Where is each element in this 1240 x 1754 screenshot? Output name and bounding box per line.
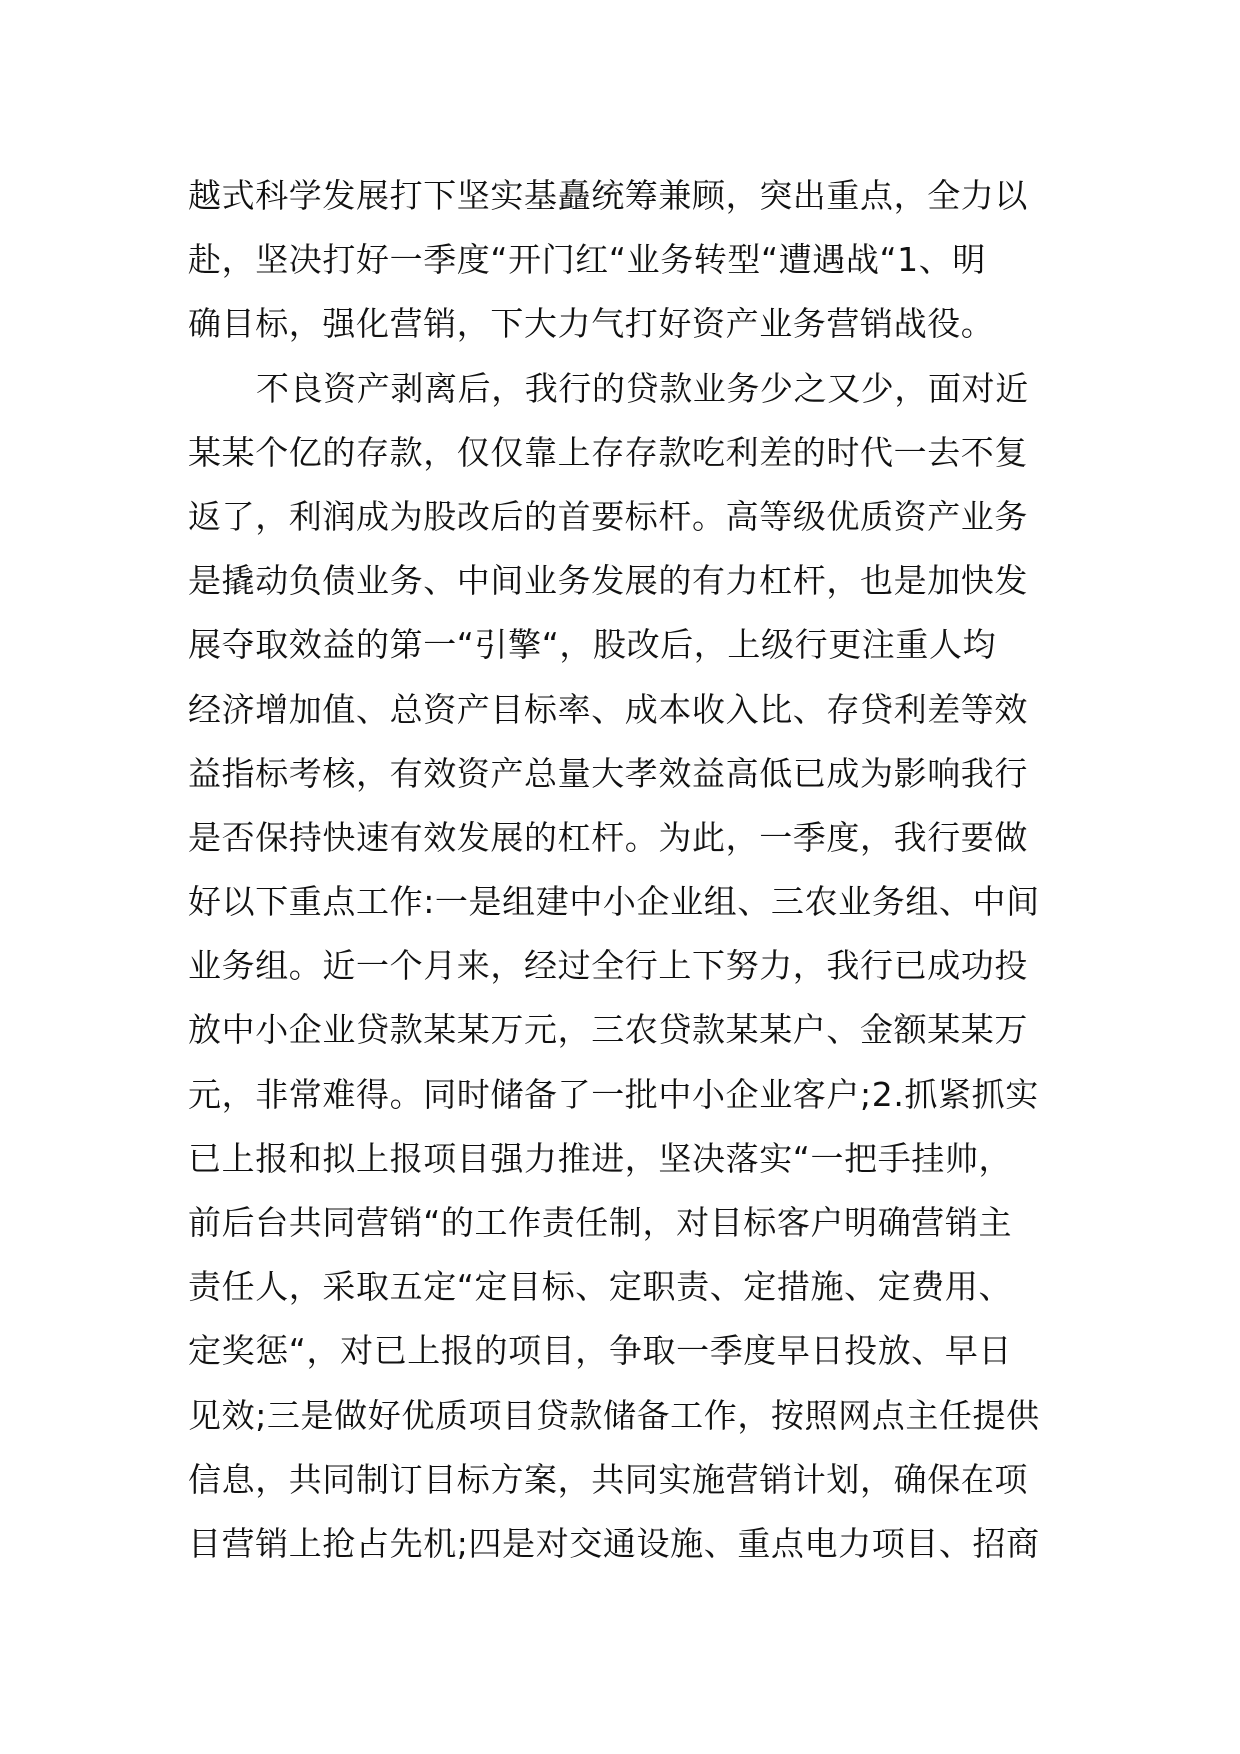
text-line: 是撬动负债业务、中间业务发展的有力杠杆，也是加快发 bbox=[188, 561, 1028, 601]
text-line: 是否保持快速有效发展的杠杆。为此，一季度，我行要做 bbox=[188, 817, 1028, 857]
text-line: 放中小企业贷款某某万元，三农贷款某某户、金额某某万 bbox=[188, 1010, 1028, 1050]
text-line: 返了，利润成为股改后的首要标杆。高等级优质资产业务 bbox=[188, 496, 1028, 536]
text-line: 见效;三是做好优质项目贷款储备工作，按照网点主任提供 bbox=[188, 1395, 1040, 1435]
text-line: 责任人，采取五定“定目标、定职责、定措施、定费用、 bbox=[188, 1267, 1013, 1307]
text-line: 已上报和拟上报项目强力推进，坚决落实“一把手挂帅， bbox=[188, 1138, 1013, 1178]
text-line: 好以下重点工作:一是组建中小企业组、三农业务组、中间 bbox=[188, 882, 1040, 922]
paragraph-start-line: 不良资产剥离后，我行的贷款业务少之又少，面对近 bbox=[256, 368, 1029, 408]
text-line: 定奖惩“，对已上报的项目，争取一季度早日投放、早日 bbox=[188, 1331, 1013, 1371]
text-line: 确目标，强化营销，下大力气打好资产业务营销战役。 bbox=[188, 304, 995, 344]
text-line: 目营销上抢占先机;四是对交通设施、重点电力项目、招商 bbox=[188, 1523, 1040, 1563]
text-line: 赴，坚决打好一季度“开门红“业务转型“遭遇战“1、明 bbox=[188, 240, 986, 280]
text-line: 业务组。近一个月来，经过全行上下努力，我行已成功投 bbox=[188, 946, 1028, 986]
text-line: 信息，共同制订目标方案，共同实施营销计划，确保在项 bbox=[188, 1459, 1028, 1499]
text-line: 经济增加值、总资产目标率、成本收入比、存贷利差等效 bbox=[188, 689, 1028, 729]
text-line: 益指标考核，有效资产总量大孝效益高低已成为影响我行 bbox=[188, 753, 1028, 793]
text-line: 前后台共同营销“的工作责任制，对目标客户明确营销主 bbox=[188, 1203, 1013, 1242]
text-line: 某某个亿的存款，仅仅靠上存存款吃利差的时代一去不复 bbox=[188, 432, 1028, 472]
text-line: 展夺取效益的第一“引擎“，股改后，上级行更注重人均 bbox=[188, 625, 997, 665]
text-line: 越式科学发展打下坚实基矗统筹兼顾，突出重点，全力以 bbox=[188, 176, 1028, 215]
body-text bbox=[188, 164, 1068, 1576]
text-line: 元，非常难得。同时储备了一批中小企业客户;2.抓紧抓实 bbox=[188, 1074, 1039, 1114]
